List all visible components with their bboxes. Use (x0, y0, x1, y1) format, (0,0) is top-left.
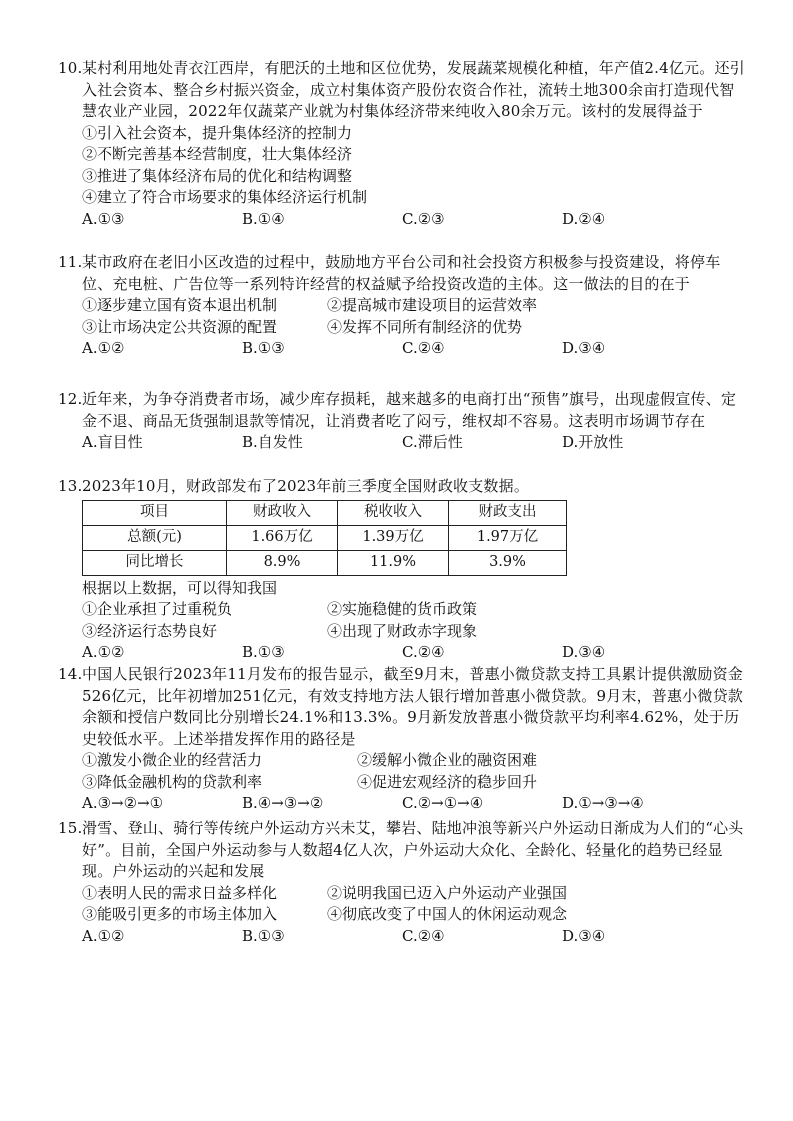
question-11 (58, 252, 748, 360)
table-row (83, 550, 567, 575)
answer-b[interactable]: B.①③ (242, 339, 285, 357)
option-3: ③降低金融机构的贷款利率 (82, 772, 263, 791)
question-stem: 滑雪、登山、骑行等传统户外运动方兴未艾，攀岩、陆地冲浪等新兴户外运动日渐成为人们的“心头好”。目前，全国户外运动参与人数超4亿人次，户外运动大众化、全龄化、轻量化的趋势已经显现。户外运动的兴起和发展 (82, 819, 744, 880)
answer-b[interactable]: B.①④ (242, 209, 285, 228)
answer-a[interactable]: A.③→②→① (82, 794, 164, 812)
question-14 (58, 664, 748, 815)
option-4: ④彻底改变了中国人的休闲运动观念 (327, 905, 568, 923)
answer-b[interactable]: B.④→③→② (242, 794, 324, 812)
table-cell: 1.66万亿 (227, 525, 338, 550)
question-stem: 某村利用地处青衣江西岸，有肥沃的土地和区位优势，发展蔬菜规模化种植，年产值2.4亿元。还引入社会资本、整合乡村振兴资金，成立村集体资产股份农资合作社，流转土地300余亩打造现代智慧农业产业园，2022年仅蔬菜产业就为村集体经济带来纯收入80余万元。该村的发展得益于 (82, 59, 745, 120)
option-1: ①引入社会资本，提升集体经济的控制力 (82, 123, 353, 142)
option-1: ①企业承担了过重税负 (82, 600, 233, 618)
answer-d[interactable]: D.③④ (562, 643, 606, 661)
question-number: 10. (58, 59, 83, 77)
answer-c[interactable]: C.②③ (402, 209, 445, 228)
answer-a[interactable]: A.①② (82, 339, 125, 357)
option-2: ②缓解小微企业的融资困难 (357, 751, 538, 769)
table-cell: 8.9% (227, 550, 338, 575)
option-2: ②不断完善基本经营制度，壮大集体经济 (82, 145, 353, 163)
question-stem: 近年来，为争夺消费者市场，减少库存损耗，越来越多的电商打出“预售”旗号，出现虚假宣传、定金不退、商品无货强制退款等情况，让消费者吃了闷亏，维权却不容易。这表明市场调节存在 (82, 390, 737, 430)
option-3: ③能吸引更多的市场主体加入 (82, 905, 278, 923)
answer-d[interactable]: D.①→③→④ (562, 794, 644, 812)
question-lead: 根据以上数据，可以得知我国 (82, 578, 278, 597)
answer-b[interactable]: B.自发性 (242, 433, 303, 451)
option-2: ②实施稳健的货币政策 (327, 600, 478, 618)
option-4: ④建立了符合市场要求的集体经济运行机制 (82, 188, 368, 206)
option-2: ②提高城市建设项目的运营效率 (327, 296, 538, 314)
question-10 (58, 58, 748, 230)
option-3: ③让市场决定公共资源的配置 (82, 317, 278, 336)
answer-d[interactable]: D.开放性 (562, 433, 624, 451)
option-4: ④发挥不同所有制经济的优势 (327, 317, 523, 336)
answer-d[interactable]: D.③④ (562, 339, 606, 357)
answer-b[interactable]: B.①③ (242, 926, 285, 945)
answer-choices (58, 209, 748, 231)
table-header-cell: 项目 (83, 500, 227, 525)
answer-a[interactable]: A.①② (82, 926, 125, 945)
question-number: 14. (58, 665, 83, 683)
answer-b[interactable]: B.①③ (242, 643, 285, 661)
answer-d[interactable]: D.③④ (562, 926, 606, 945)
answer-c[interactable]: C.②④ (402, 339, 445, 357)
option-2: ②说明我国已迈入户外运动产业强国 (327, 883, 568, 902)
question-number: 15. (58, 819, 83, 837)
question-stem: 中国人民银行2023年11月发布的报告显示，截至9月末，普惠小微贷款支持工具累计提供激励资金526亿元，比年初增加251亿元，有效支持地方法人银行增加普惠小微贷款。9月末，普惠小微贷款余额和授信户数同比分别增长24.1%和13.3%。9月新发放普惠小微贷款平均利率4.62%，处于历史较低水平。上述举措发挥作用的路径是 (82, 665, 744, 748)
question-number: 12. (58, 390, 83, 408)
answer-c[interactable]: C.②④ (402, 926, 445, 945)
table-header-cell: 财政收入 (227, 500, 338, 525)
table-header-row (83, 500, 567, 525)
answer-choices (58, 338, 748, 360)
option-1: ①逐步建立国有资本退出机制 (82, 296, 278, 314)
table-cell: 11.9% (338, 550, 449, 575)
table-cell: 3.9% (449, 550, 567, 575)
question-number: 13. (58, 477, 83, 495)
question-13 (58, 476, 748, 664)
answer-a[interactable]: A.①② (82, 643, 125, 661)
fiscal-data-table (82, 500, 567, 576)
question-15 (58, 818, 748, 947)
table-cell: 1.97万亿 (449, 525, 567, 550)
option-1: ①表明人民的需求日益多样化 (82, 883, 278, 902)
table-cell: 总额(元) (83, 525, 227, 550)
answer-c[interactable]: C.②→①→④ (402, 794, 484, 812)
option-3: ③推进了集体经济布局的优化和结构调整 (82, 166, 353, 185)
table-cell: 1.39万亿 (338, 525, 449, 550)
answer-a[interactable]: A.盲目性 (82, 433, 143, 451)
option-3: ③经济运行态势良好 (82, 621, 218, 640)
table-cell: 同比增长 (83, 550, 227, 575)
option-4: ④出现了财政赤字现象 (327, 621, 478, 640)
answer-choices (58, 432, 748, 454)
answer-d[interactable]: D.②④ (562, 209, 606, 228)
table-header-cell: 税收收入 (338, 500, 449, 525)
answer-c[interactable]: C.滞后性 (402, 433, 463, 451)
table-row (83, 525, 567, 550)
answer-a[interactable]: A.①③ (82, 209, 125, 228)
answer-choices (58, 793, 748, 815)
option-4: ④促进宏观经济的稳步回升 (357, 772, 538, 791)
option-1: ①激发小微企业的经营活力 (82, 751, 263, 769)
answer-choices (58, 926, 748, 948)
question-12 (58, 389, 748, 454)
answer-c[interactable]: C.②④ (402, 643, 445, 661)
table-header-cell: 财政支出 (449, 500, 567, 525)
question-stem: 某市政府在老旧小区改造的过程中，鼓励地方平台公司和社会投资方积极参与投资建设，将停车位、充电桩、广告位等一系列特许经营的权益赋予给投资改造的主体。这一做法的目的在于 (82, 253, 721, 293)
answer-choices (58, 642, 748, 664)
question-number: 11. (58, 253, 83, 271)
question-stem: 2023年10月，财政部发布了2023年前三季度全国财政收支数据。 (82, 477, 530, 495)
